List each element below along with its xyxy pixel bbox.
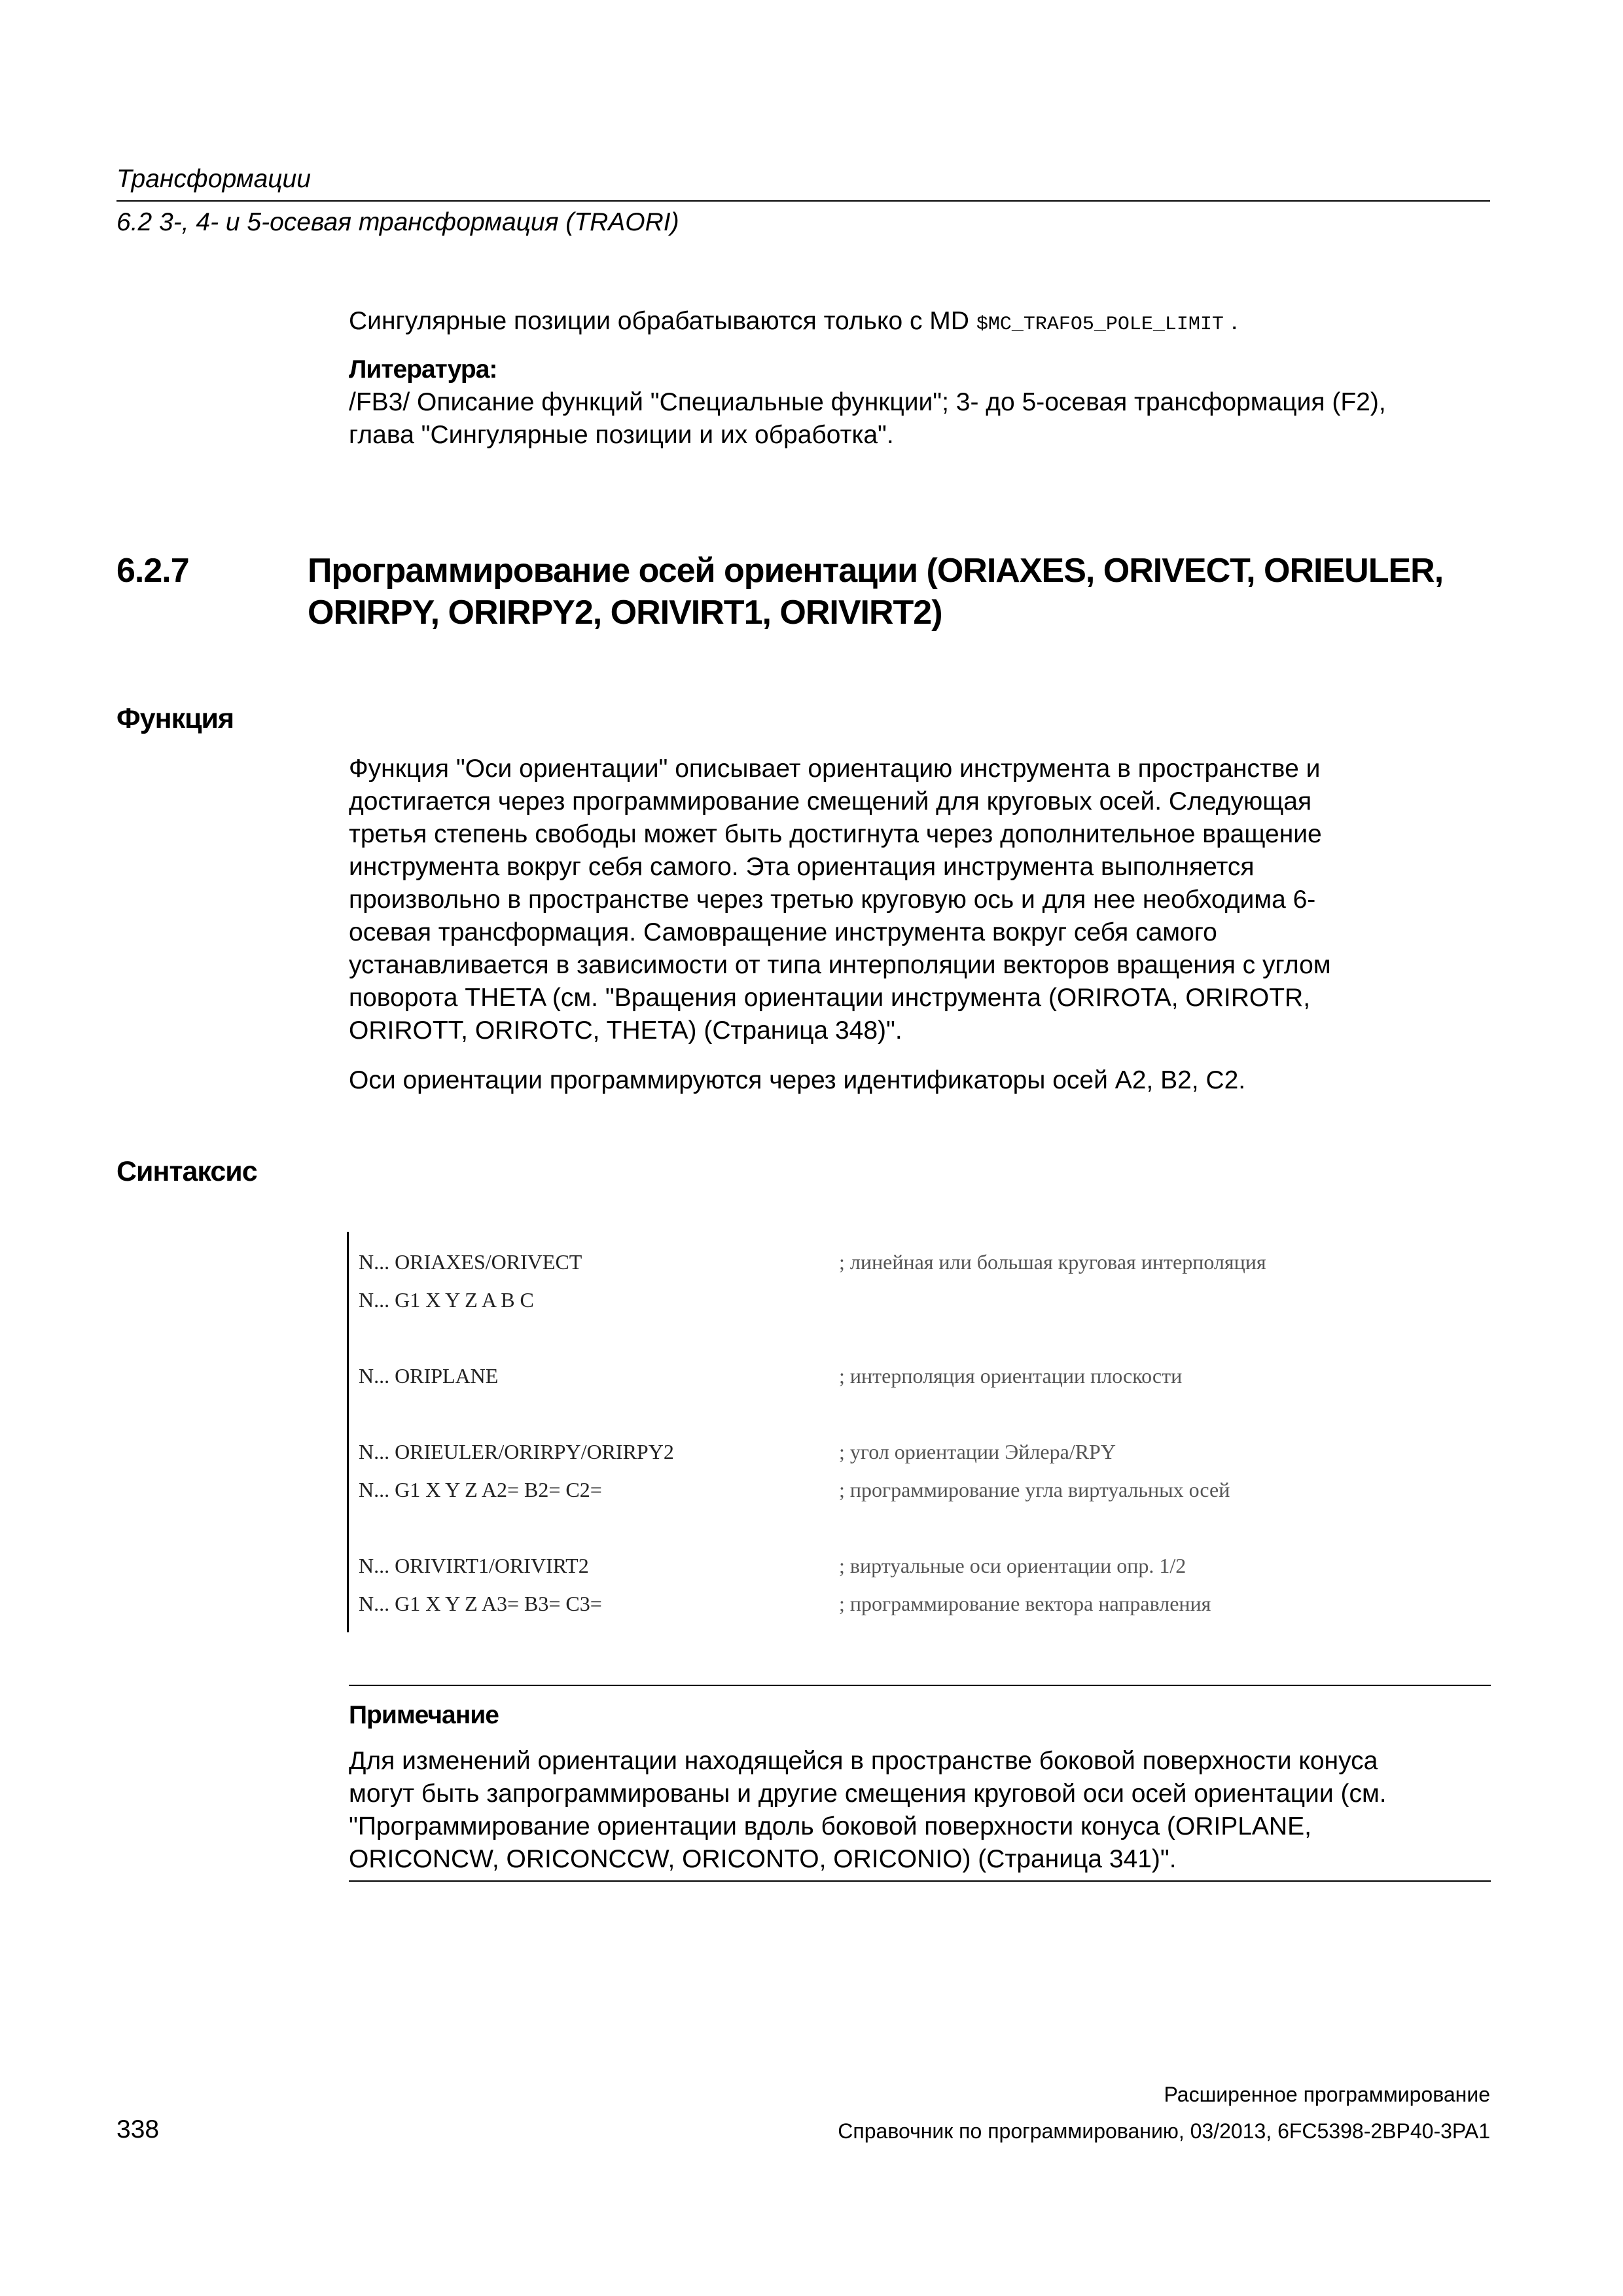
code-line-7: N... G1 X Y Z A3= B3= C3= [359,1592,602,1615]
footer-reference: Справочник по программированию, 03/2013, 6FC5398-2BP40-3PA1 [838,2119,1490,2143]
literature-line-2: глава "Сингулярные позиции и их обработка". [349,421,894,449]
function-line-2: достигается через программирование смещений для круговых осей. Следующая [349,787,1312,816]
syntax-heading: Синтаксис [116,1156,257,1187]
function-para-2: Оси ориентации программируются через идентификаторы осей A2, B2, C2. [349,1066,1246,1094]
literature-heading: Литература: [349,355,497,384]
section-title-line-2: ORIRPY, ORIRPY2, ORIVIRT1, ORIVIRT2) [308,594,942,632]
function-line-6: осевая трансформация. Самовращение инструмента вокруг себя самого [349,918,1217,946]
code-line-6: N... ORIVIRT1/ORIVIRT2 [359,1554,589,1577]
function-line-9: ORIROTT, ORIROTC, THETA) (Страница 348)". [349,1016,902,1045]
section-number: 6.2.7 [116,552,189,590]
code-comment-7: ; программирование вектора направления [839,1592,1211,1615]
function-heading: Функция [116,703,234,734]
note-bottom-rule [349,1880,1491,1882]
note-line-2: могут быть запрограммированы и другие смещения круговой оси осей ориентации (см. [349,1780,1387,1808]
singular-end: . [1230,307,1238,335]
page-number: 338 [116,2115,160,2144]
code-line-5: N... G1 X Y Z A2= B2= C2= [359,1478,602,1501]
machine-data-code: $MC_TRAFO5_POLE_LIMIT [976,314,1224,336]
code-comment-5: ; программирование угла виртуальных осей [839,1478,1230,1501]
code-line-4: N... ORIEULER/ORIRPY/ORIRPY2 [359,1440,674,1463]
note-top-rule [349,1685,1491,1686]
code-block-bar [347,1232,349,1632]
note-line-4: ORICONCW, ORICONCCW, ORICONTO, ORICONIO) (Страница 341)". [349,1845,1177,1873]
section-title-line-1: Программирование осей ориентации (ORIAXES, ORIVECT, ORIEULER, [308,552,1444,590]
code-line-3: N... ORIPLANE [359,1364,499,1388]
function-line-3: третья степень свободы может быть достигнута через дополнительное вращение [349,820,1322,848]
literature-line-1: /FB3/ Описание функций "Специальные функции"; 3- до 5-осевая трансформация (F2), [349,388,1386,416]
code-comment-4: ; угол ориентации Эйлера/RPY [839,1440,1116,1463]
singular-text: Сингулярные позиции обрабатываются только с MD [349,307,969,335]
code-comment-3: ; интерполяция ориентации плоскости [839,1364,1183,1388]
code-line-2: N... G1 X Y Z A B C [359,1288,534,1312]
function-line-5: произвольно в пространстве через третью круговую ось и для нее необходима 6- [349,886,1316,914]
code-comment-6: ; виртуальные оси ориентации опр. 1/2 [839,1554,1186,1577]
note-line-3: "Программирование ориентации вдоль боковой поверхности конуса (ORIPLANE, [349,1812,1311,1840]
function-line-1: Функция "Оси ориентации" описывает ориентацию инструмента в пространстве и [349,755,1321,783]
note-heading: Примечание [349,1701,499,1729]
footer-book-title: Расширенное программирование [1164,2083,1490,2106]
code-line-1: N... ORIAXES/ORIVECT [359,1250,582,1274]
running-header-section: 6.2 3-, 4- и 5-осевая трансформация (TRAORI) [116,208,679,236]
singular-positions-text [349,305,1491,341]
function-line-7: устанавливается в зависимости от типа интерполяции векторов вращения с углом [349,951,1331,979]
function-line-4: инструмента вокруг себя самого. Эта ориентация инструмента выполняется [349,853,1255,881]
code-comment-1: ; линейная или большая круговая интерполяция [839,1250,1266,1274]
function-line-8: поворота THETA (см. "Вращения ориентации инструмента (ORIROTA, ORIROTR, [349,984,1311,1012]
header-rule [116,200,1490,202]
note-line-1: Для изменений ориентации находящейся в пространстве боковой поверхности конуса [349,1747,1378,1775]
running-header-chapter: Трансформации [116,165,311,193]
